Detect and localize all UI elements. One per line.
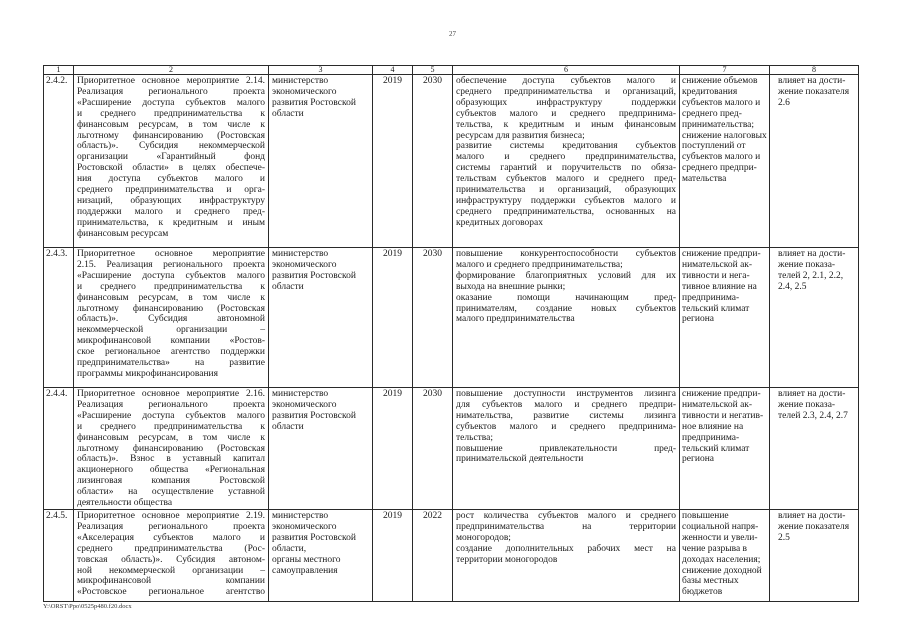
text-line: нимательства, развитие системы лизинга <box>456 410 676 421</box>
text-line: 2.4, 2.5 <box>778 281 807 292</box>
text-line: женности и увели- <box>682 532 758 543</box>
paragraph <box>456 389 676 444</box>
text-line: жение показателя <box>778 521 850 532</box>
text-line: принимательства и организаций, образующих <box>456 185 676 196</box>
text-line: территории моногородов <box>456 554 558 565</box>
cell-executor <box>269 75 373 248</box>
text-line: тивности и негатив- <box>682 410 764 421</box>
paragraph <box>682 249 768 325</box>
paragraph <box>77 511 265 598</box>
paragraph <box>456 249 676 271</box>
text-line: развития Ростовской <box>272 532 356 543</box>
text-line: доходах населения; <box>682 554 761 565</box>
column-number-header: 8 <box>770 66 859 75</box>
paragraph <box>778 76 857 109</box>
paragraph <box>272 249 369 293</box>
text-line: для субъектов малого и среднего предпри- <box>456 399 676 410</box>
text-line: субъектов малого и среднего предпринима- <box>456 421 676 432</box>
text-line: среднего пред- <box>682 108 742 119</box>
text-line: региона <box>682 454 714 465</box>
column-number-header: 3 <box>269 66 373 75</box>
text-line: области, <box>272 543 307 554</box>
cell-end-year: 2030 <box>413 388 453 510</box>
text-line: повышение конкурентоспособности субъектов <box>456 249 676 259</box>
text-line: 2.5 <box>778 532 790 543</box>
cell-executor <box>269 248 373 388</box>
column-number-row <box>44 66 859 75</box>
cell-row-number: 2.4.2. <box>44 75 74 248</box>
paragraph <box>456 271 676 293</box>
text-line: экономического <box>272 399 337 410</box>
text-line: предпринима- <box>682 292 740 303</box>
text-line: ское региональное агентство поддержки <box>77 347 265 358</box>
text-line: Приоритетное основное мероприятие 2.14. <box>77 76 265 86</box>
text-line: базы местных <box>682 576 739 587</box>
text-line: Реализация регионального проекта <box>77 399 265 410</box>
text-line: финансовым ресурсам, в том числе к <box>77 119 265 130</box>
text-line: тивности и нега- <box>682 270 750 281</box>
text-line: системы гарантий и поручительств по обяза- <box>456 163 676 174</box>
text-line: лизинговая компания Ростовской <box>77 476 265 487</box>
text-line: кредитных договорах <box>456 217 543 228</box>
cell-row-number: 2.4.3. <box>44 248 74 388</box>
text-line: развития Ростовской <box>272 97 356 108</box>
text-line: области» на осуществление уставной <box>77 487 265 498</box>
cell-activity <box>74 248 269 388</box>
text-line: ной некоммерческой организации – <box>77 565 265 576</box>
program-activities-table <box>43 65 859 602</box>
text-line: бюджетов <box>682 587 723 598</box>
text-line: ния доступа субъектов малого и <box>77 174 265 185</box>
text-line: влияет на дости- <box>778 389 846 399</box>
paragraph <box>778 511 857 544</box>
text-line: создание дополнительных рабочих мест на <box>456 543 676 554</box>
text-line: ресурсам для развития бизнеса; <box>456 130 585 141</box>
text-line: моногородов; <box>456 532 511 543</box>
cell-consequences <box>680 248 770 388</box>
cell-start-year: 2019 <box>373 510 413 602</box>
paragraph <box>272 76 369 120</box>
cell-executor <box>269 510 373 602</box>
text-line: региона <box>682 314 714 325</box>
cell-activity <box>74 510 269 602</box>
text-line: субъектов малого и <box>682 97 761 108</box>
text-line: экономического <box>272 259 337 270</box>
text-line: влияет на дости- <box>778 511 846 521</box>
cell-consequences <box>680 75 770 248</box>
text-line: Реализация регионального проекта <box>77 86 265 97</box>
text-line: влияет на дости- <box>778 76 846 86</box>
text-line: повышение привлекательности пред- <box>456 443 676 454</box>
cell-indicators <box>770 388 859 510</box>
text-line: микрофинансовой компании «Ростов- <box>77 336 265 347</box>
text-line: развития Ростовской <box>272 410 356 421</box>
table-row <box>44 510 859 602</box>
text-line: предпринима- <box>682 432 740 443</box>
text-line: финансовым ресурсам <box>77 228 169 239</box>
paragraph <box>682 511 768 598</box>
text-line: предпринимательства на территории <box>456 521 676 532</box>
text-line: Ростовской области» в целях обеспече- <box>77 163 265 174</box>
text-line: министерство <box>272 389 329 399</box>
text-line: жение показателя <box>778 86 850 97</box>
text-line: малого и среднего предпринимательства; <box>456 259 623 270</box>
text-line: снижение объемов <box>682 76 758 86</box>
text-line: телей 2.3, 2.4, 2.7 <box>778 410 848 421</box>
text-line: поддержки малого и среднего пред- <box>77 206 265 217</box>
cell-row-number: 2.4.4. <box>44 388 74 510</box>
text-line: Реализация регионального проекта <box>77 521 265 532</box>
text-line: среднего предпринимательства и орга- <box>77 185 265 196</box>
text-line: министерство <box>272 76 329 86</box>
text-line: малого и среднего предпринимательства, <box>456 152 676 163</box>
cell-activity <box>74 75 269 248</box>
table-row <box>44 75 859 248</box>
column-number-header: 2 <box>74 66 269 75</box>
cell-consequences <box>680 510 770 602</box>
text-line: области <box>272 108 304 119</box>
cell-activity <box>74 388 269 510</box>
text-line: льготному финансированию (Ростовская <box>77 130 265 141</box>
text-line: влияет на дости- <box>778 249 846 259</box>
text-line: малого предпринимательства <box>456 314 575 325</box>
text-line: снижение налоговых <box>682 130 767 141</box>
text-line: «Акселерация субъектов малого и <box>77 532 265 543</box>
text-line: поступлений от <box>682 141 746 152</box>
cell-row-number: 2.4.5. <box>44 510 74 602</box>
paragraph <box>456 76 676 141</box>
cell-expected-result <box>453 388 680 510</box>
text-line: министерство <box>272 249 329 259</box>
paragraph <box>682 131 768 186</box>
text-line: «Расширение доступа субъектов малого <box>77 97 265 108</box>
text-line: среднего предпри- <box>682 163 757 174</box>
text-line: акционерного общества «Региональная <box>77 465 265 476</box>
text-line: организации «Гарантийный фонд <box>77 152 265 163</box>
text-line: «Ростовское региональное агентство <box>77 587 265 598</box>
text-line: льготному финансированию (Ростовская <box>77 443 265 454</box>
text-line: область)». Взнос в уставный капитал <box>77 454 265 465</box>
text-line: «Расширение доступа субъектов малого <box>77 270 265 281</box>
column-number-header: 7 <box>680 66 770 75</box>
text-line: чение разрыва в <box>682 543 748 554</box>
paragraph <box>77 76 265 240</box>
text-line: рост количества субъектов малого и среднего <box>456 511 676 521</box>
cell-indicators <box>770 510 859 602</box>
cell-expected-result <box>453 510 680 602</box>
column-number-header: 1 <box>44 66 74 75</box>
text-line: финансовым ресурсам, в том числе к <box>77 432 265 443</box>
text-line: Приоритетное основное мероприятие <box>77 249 265 259</box>
cell-end-year: 2030 <box>413 248 453 388</box>
paragraph <box>456 544 676 566</box>
text-line: принимательской деятельности <box>456 454 584 465</box>
paragraph <box>778 249 857 293</box>
text-line: снижение доходной <box>682 565 762 576</box>
text-line: кредитования <box>682 86 738 97</box>
cell-end-year: 2030 <box>413 75 453 248</box>
text-line: Приоритетное основное мероприятие 2.16. <box>77 389 265 399</box>
text-line: формирование благоприятных условий для их <box>456 270 676 281</box>
cell-consequences <box>680 388 770 510</box>
text-line: образующих инфраструктуру поддержки <box>456 97 676 108</box>
column-number-header: 6 <box>453 66 680 75</box>
text-line: низаций, образующих инфраструктуру <box>77 195 265 206</box>
text-line: тельства; <box>456 432 494 443</box>
text-line: тивное влияние на <box>682 281 757 292</box>
text-line: среднего предпринимательства и организаций, <box>456 86 676 97</box>
text-line: принимателям, создание новых субъектов <box>456 303 676 314</box>
text-line: область)». Субсидия автономной <box>77 314 265 325</box>
text-line: 2.15. Реализация регионального проекта <box>77 259 265 270</box>
paragraph <box>456 293 676 326</box>
text-line: жение показа- <box>778 399 836 410</box>
text-line: принимательства, к кредитным и иным <box>77 217 265 228</box>
text-line: инфраструктуру поддержки субъектов малого и <box>456 195 676 206</box>
text-line: тельствам субъектов малого и среднего пред- <box>456 174 676 185</box>
text-line: снижение предпри- <box>682 389 761 399</box>
table-row <box>44 248 859 388</box>
text-line: самоуправления <box>272 565 338 576</box>
paragraph <box>456 141 676 228</box>
text-line: повышение доступности инструментов лизинга <box>456 389 676 399</box>
paragraph <box>77 389 265 509</box>
text-line: среднего предпринимательства (Рос- <box>77 543 265 554</box>
text-line: нимательской ак- <box>682 399 753 410</box>
cell-expected-result <box>453 248 680 388</box>
paragraph <box>77 249 265 380</box>
text-line: Приоритетное основное мероприятие 2.19. <box>77 511 265 521</box>
text-line: нимательской ак- <box>682 259 753 270</box>
text-line: развития Ростовской <box>272 270 356 281</box>
cell-start-year: 2019 <box>373 75 413 248</box>
text-line: снижение предпри- <box>682 249 761 259</box>
text-line: органы местного <box>272 554 341 565</box>
paragraph <box>778 389 857 422</box>
cell-start-year: 2019 <box>373 388 413 510</box>
text-line: программы микрофинансирования <box>77 368 218 379</box>
text-line: 2.6 <box>778 97 790 108</box>
text-line: финансовым ресурсам, в том числе к <box>77 292 265 303</box>
text-line: выхода на внешние рынки; <box>456 281 566 292</box>
text-line: некоммерческой организации – <box>77 325 265 336</box>
text-line: экономического <box>272 86 337 97</box>
cell-indicators <box>770 248 859 388</box>
paragraph <box>682 389 768 465</box>
text-line: льготному финансированию (Ростовская <box>77 303 265 314</box>
paragraph <box>272 511 369 576</box>
text-line: экономического <box>272 521 337 532</box>
text-line: субъектов малого и <box>682 152 761 163</box>
paragraph <box>456 444 676 466</box>
text-line: ное влияние на <box>682 421 744 432</box>
paragraph <box>682 76 768 131</box>
text-line: субъектов малого и среднего предпринима- <box>456 108 676 119</box>
cell-executor <box>269 388 373 510</box>
text-line: развитие системы кредитования субъектов <box>456 141 676 152</box>
text-line: тельский климат <box>682 443 750 454</box>
text-line: и среднего предпринимательства к <box>77 108 265 119</box>
paragraph <box>272 389 369 433</box>
text-line: повышение <box>682 511 729 521</box>
text-line: деятельности общества <box>77 498 173 509</box>
text-line: среднего предпринимательства, основанных на <box>456 206 676 217</box>
text-line: тельства, к кредитным и иным финансовым <box>456 119 676 130</box>
text-line: оказание помощи начинающим пред- <box>456 292 676 303</box>
column-number-header: 5 <box>413 66 453 75</box>
text-line: министерство <box>272 511 329 521</box>
text-line: микрофинансовой компании <box>77 576 265 587</box>
text-line: предпринимательства» на развитие <box>77 358 265 369</box>
text-line: область)». Субсидия некоммерческой <box>77 141 265 152</box>
cell-expected-result <box>453 75 680 248</box>
text-line: телей 2, 2.1, 2.2, <box>778 270 844 281</box>
paragraph <box>456 511 676 544</box>
cell-indicators <box>770 75 859 248</box>
text-line: товская область)». Субсидия автоном- <box>77 554 265 565</box>
text-line: принимательства; <box>682 119 755 130</box>
text-line: жение показа- <box>778 259 836 270</box>
column-number-header: 4 <box>373 66 413 75</box>
text-line: и среднего предпринимательства к <box>77 421 265 432</box>
text-line: социальной напря- <box>682 521 759 532</box>
page-number: 27 <box>449 30 456 38</box>
footer-file-path: Y:\ORST\Ppo\0525p480.f20.docx <box>43 603 132 610</box>
text-line: «Расширение доступа субъектов малого <box>77 410 265 421</box>
text-line: мательства <box>682 174 727 185</box>
text-line: области <box>272 421 304 432</box>
text-line: обеспечение доступа субъектов малого и <box>456 76 676 86</box>
cell-start-year: 2019 <box>373 248 413 388</box>
text-line: области <box>272 281 304 292</box>
text-line: и среднего предпринимательства к <box>77 281 265 292</box>
text-line: тельский климат <box>682 303 750 314</box>
table-row <box>44 388 859 510</box>
cell-end-year: 2022 <box>413 510 453 602</box>
